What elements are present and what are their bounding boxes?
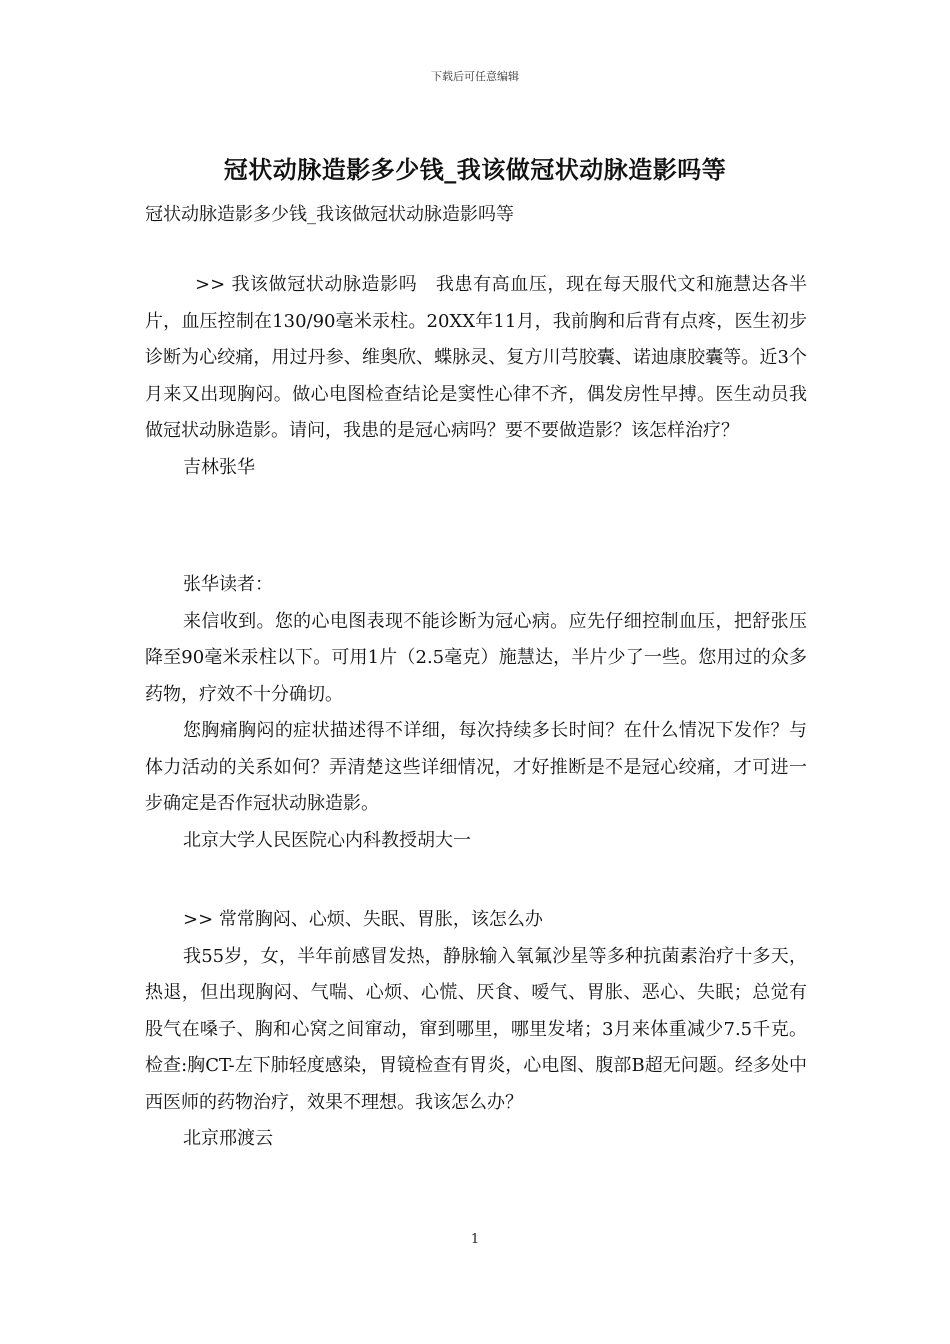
- section1-asker: 吉林张华: [183, 456, 255, 478]
- section2-question: 我55岁，女，半年前感冒发热，静脉输入氧氟沙星等多种抗菌素治疗十多天，热退，但出现胸闷、气喘、心烦、心慌、厌食、嗳气、胃胀、恶心、失眠；总觉有股气在嗓子、胸和心窝之间窜动，窜到哪里，哪里发堵；3月来体重减少7.5千克。检查:胸CT-左下肺轻度感染，胃镜检查有胃炎，心电图、腹部B超无问题。经多处中西医师的药物治疗，效果不理想。我该怎么办？: [145, 945, 807, 1113]
- header-note: 下载后可任意编辑: [431, 70, 519, 83]
- answer1-paragraph-1: 来信收到。您的心电图表现不能诊断为冠心病。应先仔细控制血压，把舒张压降至90毫米汞柱以下。可用1片（2.5毫克）施慧达，半片少了一些。您用过的众多药物，疗效不十分确切。: [145, 610, 807, 705]
- document-title: 冠状动脉造影多少钱_我该做冠状动脉造影吗等: [223, 155, 727, 184]
- document-subtitle: 冠状动脉造影多少钱_我该做冠状动脉造影吗等: [145, 204, 514, 225]
- answer1-greeting: 张华读者：: [183, 574, 273, 595]
- answer1-signature: 北京大学人民医院心内科教授胡大一: [183, 829, 471, 851]
- section2-block: [145, 902, 807, 1158]
- section2-heading: >> 常常胸闷、心烦、失眠、胃胀，该怎么办: [183, 909, 543, 930]
- section1-question: >> 我该做冠状动脉造影吗 我患有高血压，现在每天服代文和施慧达各半片，血压控制在130/90毫米汞柱。20XX年11月，我前胸和后背有点疼，医生初步诊断为心绞痛，用过丹参、维奥欣、蝶脉灵、复方川芎胶囊、诺迪康胶囊等。近3个月来又出现胸闷。做心电图检查结论是窦性心律不齐，偶发房性早搏。医生动员我做冠状动脉造影。请问，我患的是冠心病吗？要不要做造影？该怎样治疗？: [145, 274, 807, 441]
- section2-asker: 北京邢渡云: [183, 1128, 273, 1149]
- page-number: 1: [470, 1232, 480, 1247]
- answer1-block: [145, 567, 807, 859]
- section1-block: [145, 267, 807, 486]
- answer1-paragraph-2: 您胸痛胸闷的症状描述得不详细，每次持续多长时间？在什么情况下发作？与体力活动的关系如何？弄清楚这些详细情况，才好推断是不是冠心绞痛，才可进一步确定是否作冠状动脉造影。: [145, 720, 807, 814]
